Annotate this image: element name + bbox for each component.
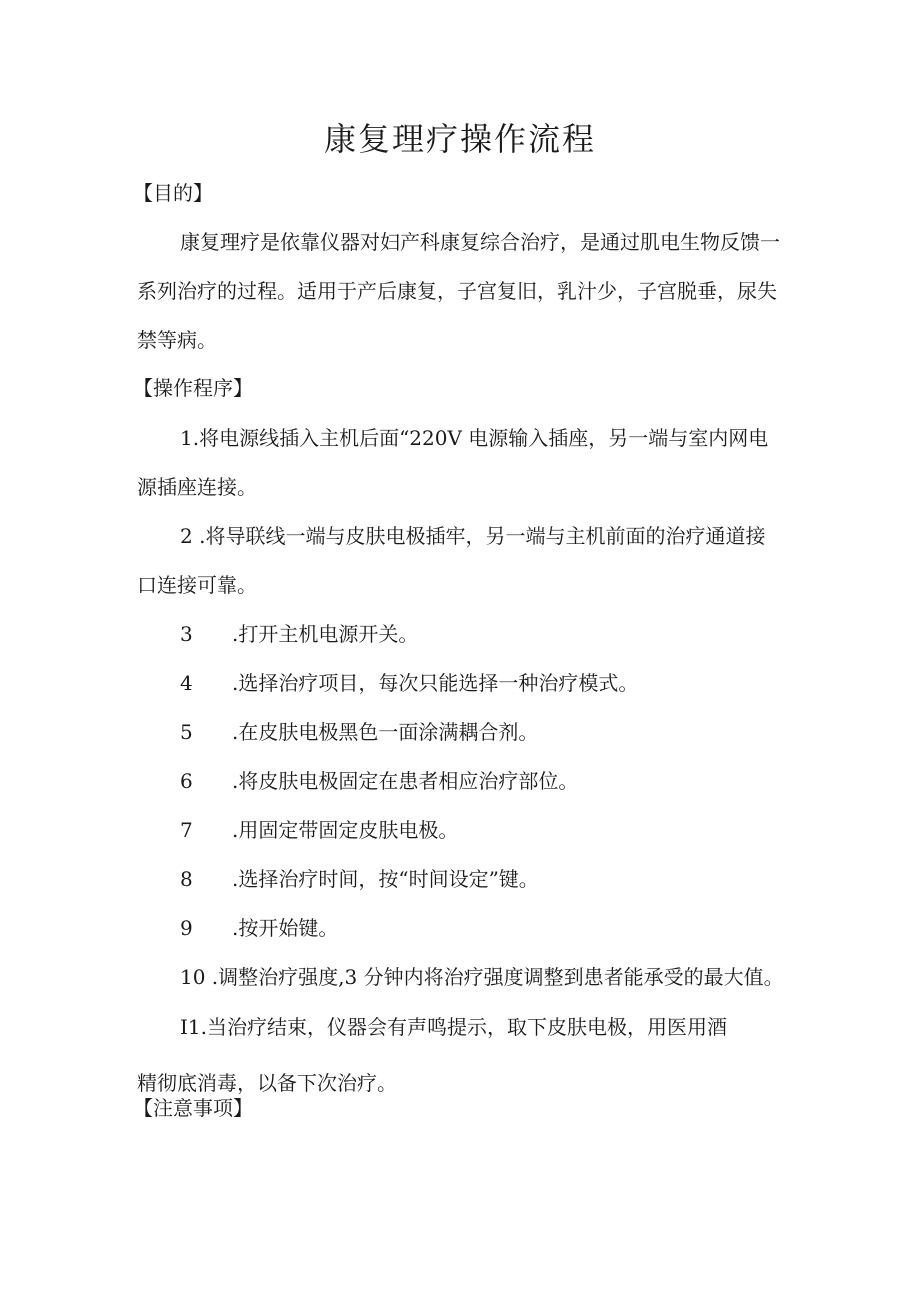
step-8-number: 8	[180, 867, 193, 891]
step-9-number: 9	[180, 916, 193, 940]
step-6-text: .将皮肤电极固定在患者相应治疗部位。	[232, 769, 579, 793]
step-3-text: .打开主机电源开关。	[232, 622, 419, 646]
step-1-line-2: 源插座连接。	[137, 475, 257, 499]
step-2-line-2: 口连接可靠。	[137, 573, 257, 597]
step-11-line-2: 精彻底消毒，以备下次治疗。	[137, 1071, 397, 1095]
step-10-text: 10 .调整治疗强度,3 分钟内将治疗强度调整到患者能承受的最大值。	[180, 965, 784, 989]
step-4-number: 4	[180, 671, 193, 695]
purpose-text-line-3: 禁等病。	[137, 328, 217, 352]
step-6-number: 6	[180, 769, 193, 793]
step-7-text: .用固定带固定皮肤电极。	[232, 818, 459, 842]
document-title: 康复理疗操作流程	[323, 120, 596, 158]
step-11-line-1: I1.当治疗结束，仪器会有声鸣提示，取下皮肤电极，用医用酒	[180, 1015, 727, 1039]
purpose-heading: 【目的】	[133, 181, 213, 205]
step-1-line-1: 1.将电源线插入主机后面“220V 电源输入插座，另一端与室内网电	[180, 426, 769, 450]
step-5-text: .在皮肤电极黑色一面涂满耦合剂。	[232, 720, 539, 744]
procedure-heading: 【操作程序】	[133, 376, 253, 400]
step-5-number: 5	[180, 720, 193, 744]
notes-heading: 【注意事项】	[133, 1096, 253, 1120]
step-2-line-1: 2 .将导联线一端与皮肤电极插牢，另一端与主机前面的治疗通道接	[180, 524, 766, 548]
step-9-text: .按开始键。	[232, 916, 339, 940]
step-3-number: 3	[180, 622, 193, 646]
step-4-text: .选择治疗项目，每次只能选择一种治疗模式。	[232, 671, 639, 695]
step-7-number: 7	[180, 818, 193, 842]
purpose-text-line-2: 系列治疗的过程。适用于产后康复，子宫复旧，乳汁少，子宫脱垂，尿失	[137, 279, 777, 303]
step-8-text: .选择治疗时间，按“时间设定”键。	[232, 867, 539, 891]
purpose-text-line-1: 康复理疗是依靠仪器对妇产科康复综合治疗，是通过肌电生物反馈一	[180, 230, 780, 254]
